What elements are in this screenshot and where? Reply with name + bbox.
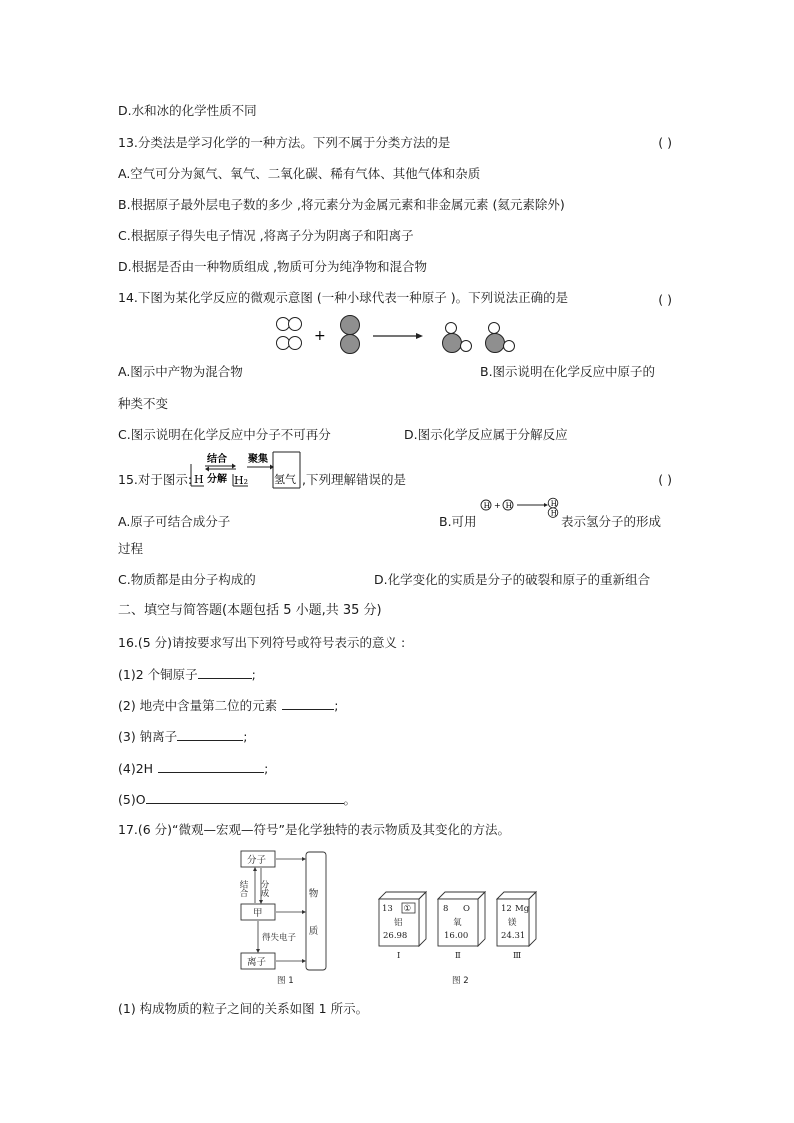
answer-blank [198,666,252,679]
element-cell-o [438,892,485,961]
q16-item-4: (4)2H ; [118,761,269,776]
matter-char-1: 物质 [306,888,318,963]
q16-item-1: (1)2 个铜原子 ; [118,667,256,682]
svg-text:H: H [505,501,513,510]
q14-option-b-continued: 种类不变 [118,396,169,411]
reaction-diagram [270,312,530,358]
svg-text:H: H [550,500,557,508]
q17-subquestion-1: (1) 构成物质的粒子之间的关系如图 1 所示。 [118,1001,369,1016]
svg-text:O: O [463,904,470,914]
svg-text:24.31: 24.31 [501,931,526,941]
q14-answer-paren: ( ) [658,292,672,307]
q16-item-2: (2) 地壳中含量第二位的元素 ; [118,698,339,713]
white-molecule-pair [277,318,302,350]
molecule-box: 分子 [247,855,267,866]
section-2-heading: 二、填空与简答题(本题包括 5 小题,共 35 分) [118,603,382,618]
svg-text:铝: 铝 [394,918,403,928]
figure-1-caption: 图 1 [277,976,294,986]
figure-2-element-cells [372,888,542,990]
svg-text:镁: 镁 [508,918,517,928]
svg-text:Ⅲ: Ⅲ [513,951,522,961]
q15-conversion-diagram [190,450,304,492]
q14-stem: 14.下图为某化学反应的微观示意图 (一种小球代表一种原子 )。下列说法正确的是 [118,290,569,305]
split-label: 分解 [207,474,227,485]
svg-text:Mg: Mg [515,904,530,914]
q13-stem: 13.分类法是学习化学的一种方法。下列不属于分类方法的是 [118,135,451,150]
figure-2-caption: 图 2 [452,976,469,986]
q15-option-c: C.物质都是由分子构成的 [118,572,256,587]
q13-option-b: B.根据原子最外层电子数的多少 ,将元素分为金属元素和非金属元素 (氦元素除外) [118,197,565,212]
q13-answer-paren: ( ) [658,135,672,150]
ion-box: 离子 [247,957,267,968]
split-vertical: 分成 [259,880,269,897]
svg-text:H: H [550,509,557,518]
q15-stem-prefix: 15.对于图示: [118,472,193,487]
q17-stem: 17.(6 分)“微观—宏观—符号”是化学独特的表示物质及其变化的方法。 [118,822,511,837]
svg-text:氧: 氧 [453,918,462,928]
svg-text:26.98: 26.98 [383,931,408,941]
answer-blank [282,697,334,710]
answer-blank [146,791,344,804]
svg-text:H: H [194,473,204,486]
q16-stem: 16.(5 分)请按要求写出下列符号或符号表示的意义 : [118,635,406,650]
grey-molecule [341,316,360,354]
q13-option-a: A.空气可分为氮气、氧气、二氧化碳、稀有气体、其他气体和杂质 [118,166,481,181]
svg-text:13: 13 [382,904,393,914]
answer-blank [177,728,243,741]
element-cell-al [379,892,426,961]
aggregate-label: 聚集 [248,454,268,465]
answer-blank [158,760,264,773]
product-molecule-2 [486,323,515,353]
hydrogen-gas-box [273,452,300,488]
svg-text:H₂: H₂ [234,474,249,487]
q13-option-d: D.根据是否由一种物质组成 ,物质可分为纯净物和混合物 [118,259,428,274]
h2-molecule-box [233,474,248,487]
q15-option-b-continued: 过程 [118,541,144,556]
q13-option-c: C.根据原子得失电子情况 ,将离子分为阴离子和阳离子 [118,228,414,243]
aggregate-arrow-icon [247,465,274,470]
svg-text:氢气: 氢气 [274,473,296,486]
svg-text:+: + [494,501,501,510]
q15-stem-suffix: ,下列理解错误的是 [302,472,406,487]
h-atom-box [191,464,204,486]
plus-sign: + [314,328,326,344]
svg-text:16.00: 16.00 [444,931,469,941]
svg-text:H: H [483,501,491,510]
q15-option-b-prefix: B.可用 [439,514,477,529]
q15-option-b-suffix: 表示氢分子的形成 [561,514,662,529]
q15-option-a: A.原子可结合成分子 [118,514,231,529]
h-atoms-combine-icon [480,497,560,523]
reaction-arrow [373,333,423,339]
q16-item-5: (5)O 。 [118,792,357,807]
svg-text:8: 8 [443,904,449,914]
q14-option-d: D.图示化学反应属于分解反应 [404,427,568,442]
q14-option-c: C.图示说明在化学反应中分子不可再分 [118,427,331,442]
figure-1-particle-relations [230,846,360,990]
q15-option-d: D.化学变化的实质是分子的破裂和原子的重新组合 [374,572,651,587]
svg-text:12: 12 [501,904,512,914]
q16-item-3: (3) 钠离子 ; [118,729,248,744]
svg-text:Ⅱ: Ⅱ [455,951,461,961]
combine-vertical: 结合 [238,880,248,897]
q14-option-a: A.图示中产物为混合物 [118,364,243,379]
q12-option-d: D.水和冰的化学性质不同 [118,103,257,118]
element-cell-mg [497,892,536,961]
q15-answer-paren: ( ) [658,472,672,487]
svg-text:①: ① [403,904,412,914]
svg-text:Ⅰ: Ⅰ [397,951,401,961]
gain-lose-electrons: 得失电子 [262,933,297,943]
combine-label: 结合 [207,454,227,465]
jia-box: 甲 [253,908,263,919]
product-molecule-1 [443,323,472,353]
q14-option-b: B.图示说明在化学反应中原子的 [480,364,656,379]
